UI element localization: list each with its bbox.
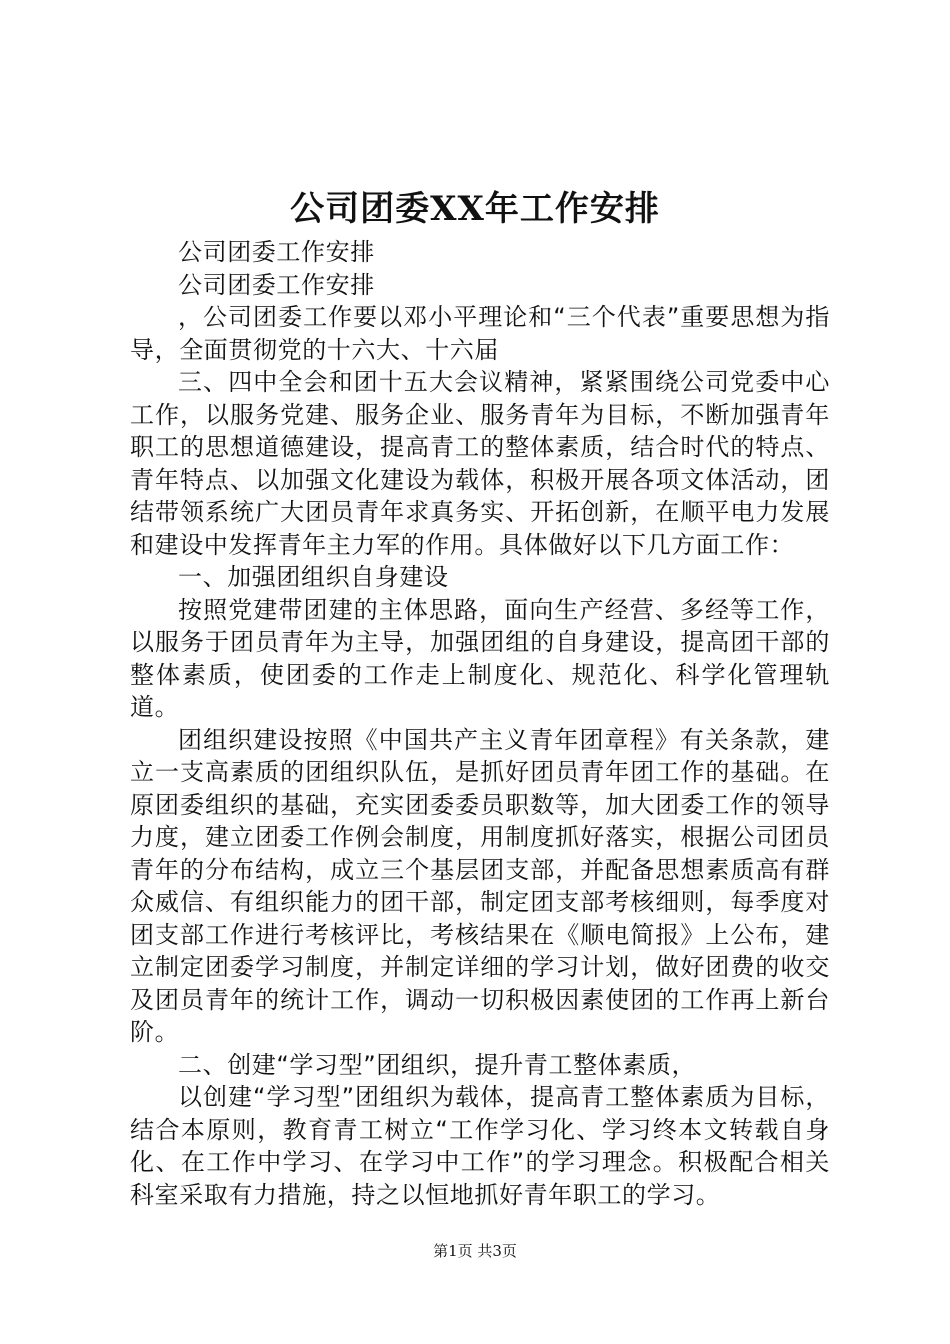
paragraph-section-1b: 团组织建设按照《中国共产主义青年团章程》有关条款，建立一支高素质的团组织队伍，是抓好团员青年团工作的基础。在原团委组织的基础，充实团委委员职数等，加大团委工作的领导力度，建立团委工作例会制度，用制度抓好落实，根据公司团员青年的分布结构，成立三个基层团支部，并配备思想素质高有群众威信、有组织能力的团干部，制定团支部考核细则，每季度对团支部工作进行考核评比，考核结果在《顺电简报》上公布，建立制定团委学习制度，并制定详细的学习计划，做好团费的收交及团员青年的统计工作，调动一切积极因素使团的工作再上新台阶。 (130, 725, 830, 1046)
page-number-footer: 第1页 共3页 (433, 1242, 517, 1260)
document-body (130, 236, 830, 1211)
paragraph-section-1a: 按照党建带团建的主体思路，面向生产经营、多经等工作，以服务于团员青年为主导，加强团组的自身建设，提高团干部的整体素质，使团委的工作走上制度化、规范化、科学化管理轨道。 (130, 595, 830, 721)
section-heading-2: 二、创建“学习型”团组织，提升青工整体素质， (178, 1050, 697, 1079)
paragraph-guidance: 三、四中全会和团十五大会议精神，紧紧围绕公司党委中心工作，以服务党建、服务企业、服务青年为目标，不断加强青年职工的思想道德建设，提高青工的整体素质，结合时代的特点、青年特点、以加强文化建设为载体，积极开展各项文体活动，团结带领系统广大团员青年求真务实、开拓创新，在顺平电力发展和建设中发挥青年主力军的作用。具体做好以下几方面工作： (130, 368, 830, 559)
document-title: 公司团委XX年工作安排 (290, 189, 660, 229)
section-heading-1: 一、加强团组织自身建设 (178, 563, 449, 591)
paragraph-section-2a: 以创建“学习型”团组织为载体，提高青工整体素质为目标，结合本原则，教育青工树立“工作学习化、学习终本文转载自身化、在工作中学习、在学习中工作”的学习理念。积极配合相关科室采取有力措施，持之以恒地抓好青年职工的学习。 (130, 1083, 830, 1209)
paragraph-heading-1: 公司团委工作安排 (178, 238, 375, 266)
paragraph-intro: ，公司团委工作要以邓小平理论和“三个代表”重要思想为指导，全面贯彻党的十六大、十六届 (130, 303, 830, 364)
paragraph-heading-2: 公司团委工作安排 (178, 270, 375, 299)
